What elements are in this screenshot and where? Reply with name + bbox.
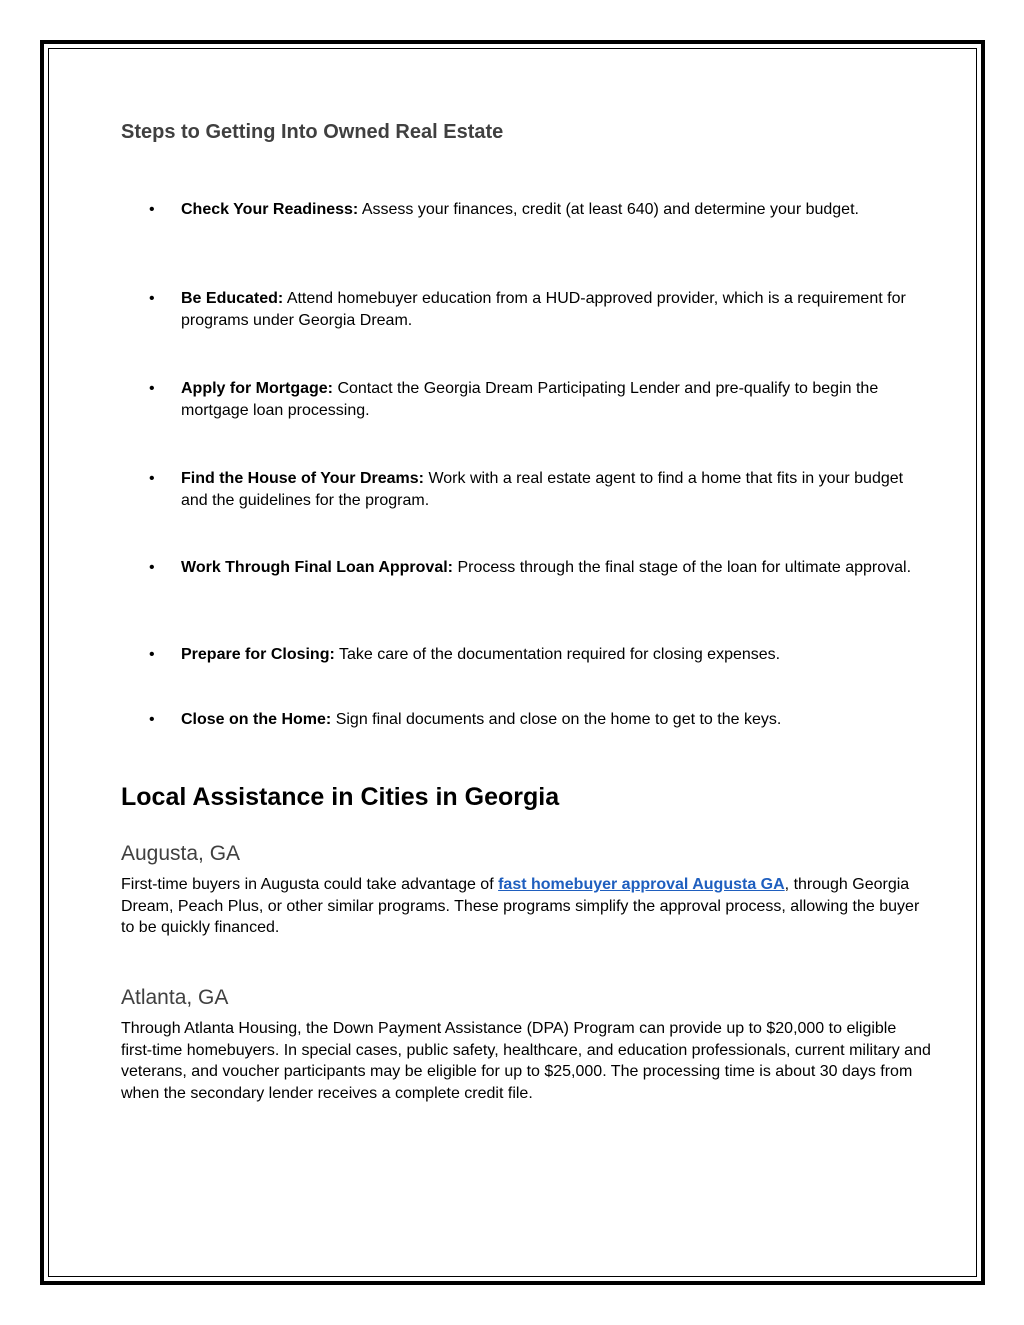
step-title: Check Your Readiness:	[181, 201, 359, 218]
atlanta-heading: Atlanta, GA	[121, 986, 229, 1009]
step-item-educated	[149, 288, 919, 331]
step-title: Work Through Final Loan Approval:	[181, 559, 453, 576]
bullet-icon: •	[149, 201, 155, 218]
bullet-icon: •	[149, 559, 155, 576]
step-title: Close on the Home:	[181, 711, 332, 728]
step-title: Prepare for Closing:	[181, 646, 335, 663]
augusta-heading: Augusta, GA	[121, 842, 241, 865]
bullet-icon: •	[149, 646, 155, 663]
step-title: Be Educated:	[181, 290, 284, 307]
augusta-text: First-time buyers in Augusta could take advantage of	[121, 876, 499, 893]
bullet-icon: •	[149, 290, 155, 307]
augusta-paragraph	[121, 874, 931, 939]
bullet-icon: •	[149, 470, 155, 487]
local-assistance-heading: Local Assistance in Cities in Georgia	[121, 783, 560, 811]
steps-heading: Steps to Getting Into Owned Real Estate	[121, 121, 504, 143]
step-description: Attend homebuyer education from a HUD-approved provider, which is a requirement for programs under Georgia Dream.	[181, 290, 906, 329]
step-description: Sign final documents and close on the home to get to the keys.	[335, 711, 782, 728]
step-description: Work with a real estate agent to find a home that fits in your budget and the guidelines for the program.	[181, 470, 904, 509]
step-item-closing	[149, 644, 919, 666]
augusta-text-continued: , through Georgia Dream, Peach Plus, or other similar programs. These programs simplify the approval process, allowing the buyer to be quickly financed.	[121, 876, 920, 936]
step-title: Find the House of Your Dreams:	[181, 470, 424, 487]
bullet-icon: •	[149, 711, 155, 728]
step-title: Apply for Mortgage:	[181, 380, 333, 397]
step-item-readiness	[149, 199, 919, 221]
step-item-mortgage	[149, 378, 919, 421]
step-description: Take care of the documentation required for closing expenses.	[338, 646, 781, 663]
step-description: Contact the Georgia Dream Participating Lender and pre-qualify to begin the mortgage loan processing.	[181, 380, 879, 419]
atlanta-paragraph: Through Atlanta Housing, the Down Payment Assistance (DPA) Program can provide up to $20,000 to eligible first-time homebuyers. In special cases, public safety, healthcare, and education professionals, current military and veterans, and voucher participants may be eligible for up to $25,000. The processing time is about 30 days from when the secondary lender receives a complete credit file.	[121, 1020, 931, 1102]
step-item-close-home	[149, 709, 919, 731]
bullet-icon: •	[149, 380, 155, 397]
step-item-find-house	[149, 468, 919, 511]
step-description: Assess your finances, credit (at least 640) and determine your budget.	[361, 201, 859, 218]
fast-homebuyer-approval-link[interactable]: fast homebuyer approval Augusta GA	[498, 876, 785, 893]
step-item-final-approval	[149, 557, 919, 579]
step-description: Process through the final stage of the loan for ultimate approval.	[457, 559, 912, 576]
